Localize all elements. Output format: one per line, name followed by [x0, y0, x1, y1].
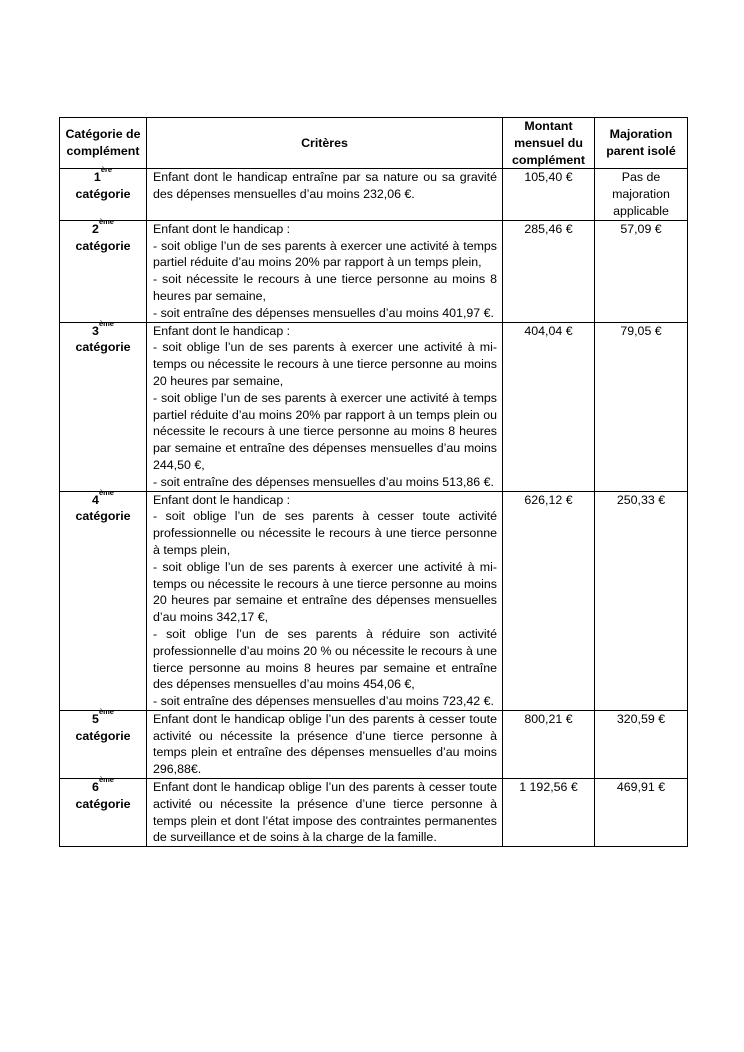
criteria-paragraph: Enfant dont le handicap oblige l’un des parents à cesser toute activité ou nécessite la présence d’une tierce personne à temps plein et entraîne des dépenses mensuelles d’au moins 296,88€.	[153, 711, 497, 777]
category-number: 2	[92, 221, 99, 236]
amount-cell: 626,12 €	[503, 491, 595, 710]
criteria-cell	[147, 491, 503, 710]
table-header-row	[60, 118, 688, 169]
majoration-cell: 320,59 €	[595, 710, 688, 778]
category-cell	[60, 706, 147, 778]
category-ordinal-suffix: ème	[98, 775, 114, 785]
majoration-cell: 469,91 €	[595, 779, 688, 847]
category-number: 5	[92, 711, 99, 726]
category-ordinal-suffix: ème	[98, 706, 114, 716]
amount-cell: 285,46 €	[503, 220, 595, 322]
criteria-paragraph: Enfant dont le handicap entraîne par sa nature ou sa gravité des dépenses mensuelles d’au moins 232,06 €.	[153, 170, 497, 202]
complement-table	[59, 117, 688, 847]
criteria-paragraph: - soit oblige l’un de ses parents à exercer une activité à mi-temps ou nécessite le recours à une tierce personne au moins 20 heures par semaine,	[153, 340, 497, 388]
criteria-paragraph: Enfant dont le handicap :	[153, 221, 291, 236]
header-criteria: Critères	[147, 118, 503, 169]
category-word: catégorie	[75, 238, 131, 253]
majoration-cell: Pas de majoration applicable	[595, 169, 688, 220]
criteria-paragraph: - soit entraîne des dépenses mensuelles d’au moins 723,42 €.	[153, 694, 494, 709]
category-cell	[60, 775, 147, 847]
table-row	[60, 710, 688, 778]
criteria-cell	[147, 779, 503, 847]
majoration-cell: 79,05 €	[595, 322, 688, 491]
criteria-paragraph: Enfant dont le handicap :	[153, 492, 291, 507]
category-word: catégorie	[75, 340, 131, 355]
amount-cell: 1 192,56 €	[503, 779, 595, 847]
majoration-cell: 57,09 €	[595, 220, 688, 322]
category-word: catégorie	[75, 796, 131, 811]
category-word: catégorie	[75, 509, 131, 524]
amount-cell: 105,40 €	[503, 169, 595, 220]
category-cell	[60, 318, 147, 491]
table-row	[60, 491, 688, 710]
criteria-paragraph: - soit nécessite le recours à une tierce personne au moins 8 heures par semaine,	[153, 272, 497, 303]
amount-cell: 404,04 €	[503, 322, 595, 491]
criteria-paragraph: - soit oblige l’un de ses parents à cesser toute activité professionnelle ou nécessite le recours à une tierce personne à temps plein,	[153, 509, 497, 557]
criteria-paragraph: - soit entraîne des dépenses mensuelles d’au moins 513,86 €.	[153, 474, 494, 489]
criteria-paragraph: - soit entraîne des dépenses mensuelles d’au moins 401,97 €.	[153, 305, 494, 320]
category-ordinal-suffix: ème	[98, 216, 114, 226]
category-cell	[60, 487, 147, 710]
table-row	[60, 322, 688, 491]
category-word: catégorie	[75, 728, 131, 743]
table-row	[60, 220, 688, 322]
criteria-paragraph: - soit oblige l’un de ses parents à exercer une activité à mi-temps ou nécessite le recours à une tierce personne au moins 20 heures par semaine et entraîne des dépenses mensuelles d’au moins 342,17 €,	[153, 559, 497, 625]
header-amount: Montant mensuel du complément	[503, 118, 595, 169]
criteria-paragraph: Enfant dont le handicap :	[153, 323, 291, 338]
criteria-cell	[147, 322, 503, 491]
criteria-paragraph: - soit oblige l’un de ses parents à réduire son activité professionnelle d’au moins 20 % ou nécessite le recours à une tierce personne au moins 8 heures par semaine et entraîne des dépenses mensuelles d’au moins 454,06 €,	[153, 626, 497, 692]
criteria-cell	[147, 220, 503, 322]
category-word: catégorie	[75, 187, 131, 202]
table-row	[60, 169, 688, 220]
category-cell	[60, 165, 147, 220]
category-cell	[60, 216, 147, 322]
category-number: 4	[92, 492, 99, 507]
criteria-cell	[147, 710, 503, 778]
amount-cell: 800,21 €	[503, 710, 595, 778]
header-majoration: Majoration parent isolé	[595, 118, 688, 169]
criteria-paragraph: - soit oblige l’un de ses parents à exercer une activité à temps partiel réduite d’au moins 20% par rapport à un temps plein,	[153, 238, 497, 270]
table-body	[60, 165, 688, 847]
category-number: 1	[93, 170, 101, 185]
category-number: 3	[92, 323, 99, 338]
category-ordinal-suffix: ème	[98, 487, 114, 497]
category-number: 6	[92, 780, 99, 795]
criteria-paragraph: - soit oblige l’un de ses parents à exercer une activité à temps partiel réduite d’au moins 20% par rapport à un temps plein ou nécessite le recours à une tierce personne au moins 8 heures par semaine et entraîne des dépenses mensuelles d’au moins 244,50 €,	[153, 390, 497, 472]
category-ordinal-suffix: ère	[100, 165, 113, 175]
header-category: Catégorie de complément	[60, 118, 147, 169]
criteria-cell	[147, 169, 503, 220]
criteria-paragraph: Enfant dont le handicap oblige l’un des parents à cesser toute activité ou nécessite la présence d’une tierce personne à temps plein et dont l’état impose des contraintes permanentes de surveillance et de soins à la charge de la famille.	[153, 780, 497, 845]
majoration-cell: 250,33 €	[595, 491, 688, 710]
category-ordinal-suffix: ème	[98, 318, 114, 328]
table-row	[60, 779, 688, 847]
